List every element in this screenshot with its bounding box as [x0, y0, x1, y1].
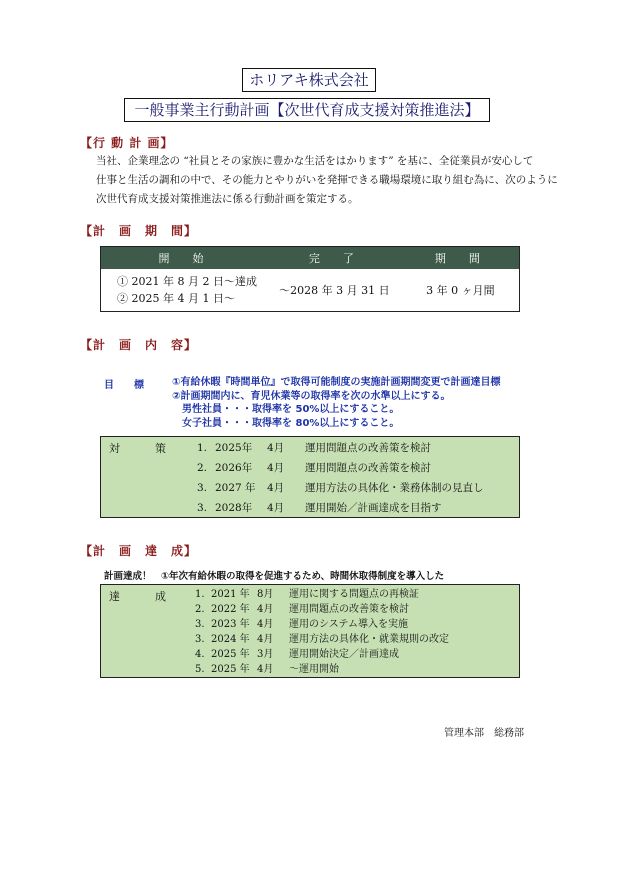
period-start-line: ② 2025 年 4 月 1 日～ — [117, 292, 235, 305]
document-title: 一般事業主行動計画【次世代育成支援対策推進法】 — [124, 98, 490, 122]
period-end-cell: ～2028 年 3 月 31 日 — [279, 284, 390, 297]
measures-list — [197, 438, 484, 518]
list-item: 4. 2025 年 3月 運用開始決定／計画達成 — [195, 649, 399, 660]
list-item: 2. 2026年 4月 運用問題点の改善策を検討 — [197, 462, 431, 474]
table-row — [101, 269, 520, 312]
list-item: 5. 2025 年 4月 ～運用開始 — [195, 664, 339, 675]
action-plan-line: 当社、企業理念の “社員とその家族に豊かな生活をはかります” を基に、全従業員が安心して — [96, 155, 534, 167]
achievement-box — [100, 584, 520, 678]
list-item: 3. 2024 年 4月 運用方法の具体化・就業規則の改定 — [195, 634, 449, 645]
plan-content-heading: 【計 画 内 容】 — [80, 338, 198, 352]
list-item: 1. 2025年 4月 運用問題点の改善策を検討 — [197, 442, 431, 454]
list-item: 3. 2027 年 4月 運用方法の具体化・業務体制の見直し — [197, 482, 484, 494]
plan-period-table — [100, 246, 520, 312]
achievement-list — [195, 587, 449, 677]
list-item: 1. 2021 年 8月 運用に関する問題点の再検証 — [195, 589, 419, 600]
period-start-line: ① 2021 年 8 月 2 日～達成 — [117, 275, 257, 288]
period-duration-cell: 3 年 0 ヶ月間 — [426, 284, 495, 297]
plan-period-heading: 【計 画 期 間】 — [80, 224, 198, 238]
column-header-start: 開 始 — [101, 247, 268, 270]
list-item: 3. 2023 年 4月 運用のシステム導入を実施 — [195, 619, 408, 630]
goal-list — [172, 376, 500, 430]
goal-label: 目 標 — [104, 380, 144, 391]
goal-line: 女子社員・・・取得率を 80%以上にすること。 — [182, 417, 400, 429]
measures-box — [100, 436, 520, 518]
table-header-row — [101, 247, 520, 270]
measures-label: 対 策 — [109, 442, 178, 455]
footer-department: 管理本部 総務部 — [444, 728, 524, 739]
achievement-label: 達 成 — [109, 590, 178, 603]
goal-line: 男性社員・・・取得率を 50%以上にすること。 — [182, 404, 400, 415]
action-plan-text — [96, 152, 558, 209]
action-plan-line: 仕事と生活の調和の中で、その能力とやりがいを発揮できる職場環境に取り組む為に、次のように — [96, 174, 558, 186]
action-plan-line: 次世代育成支援対策推進法に係る行動計画を策定する。 — [96, 193, 359, 205]
company-name: ホリアキ株式会社 — [242, 68, 376, 92]
goal-line: ①有給休暇『時間単位』で取得可能制度の実施計画期間変更で計画達目標 — [172, 377, 501, 388]
plan-achievement-heading: 【計 画 達 成】 — [80, 544, 198, 558]
achievement-summary: 計画達成！ ①年次有給休暇の取得を促進するため、時間休取得制度を導入した — [104, 571, 445, 582]
column-header-end: 完 了 — [267, 247, 402, 270]
period-start-cell — [101, 269, 268, 312]
goal-line: ②計画期間内に、育児休業等の取得率を次の水準以上にする。 — [172, 390, 451, 402]
list-item: 2. 2022 年 4月 運用問題点の改善策を検討 — [195, 604, 409, 615]
action-plan-heading: 【行 動 計 画】 — [80, 136, 174, 150]
column-header-duration: 期 間 — [402, 247, 520, 270]
list-item: 3. 2028年 4月 運用開始／計画達成を目指す — [197, 502, 442, 514]
